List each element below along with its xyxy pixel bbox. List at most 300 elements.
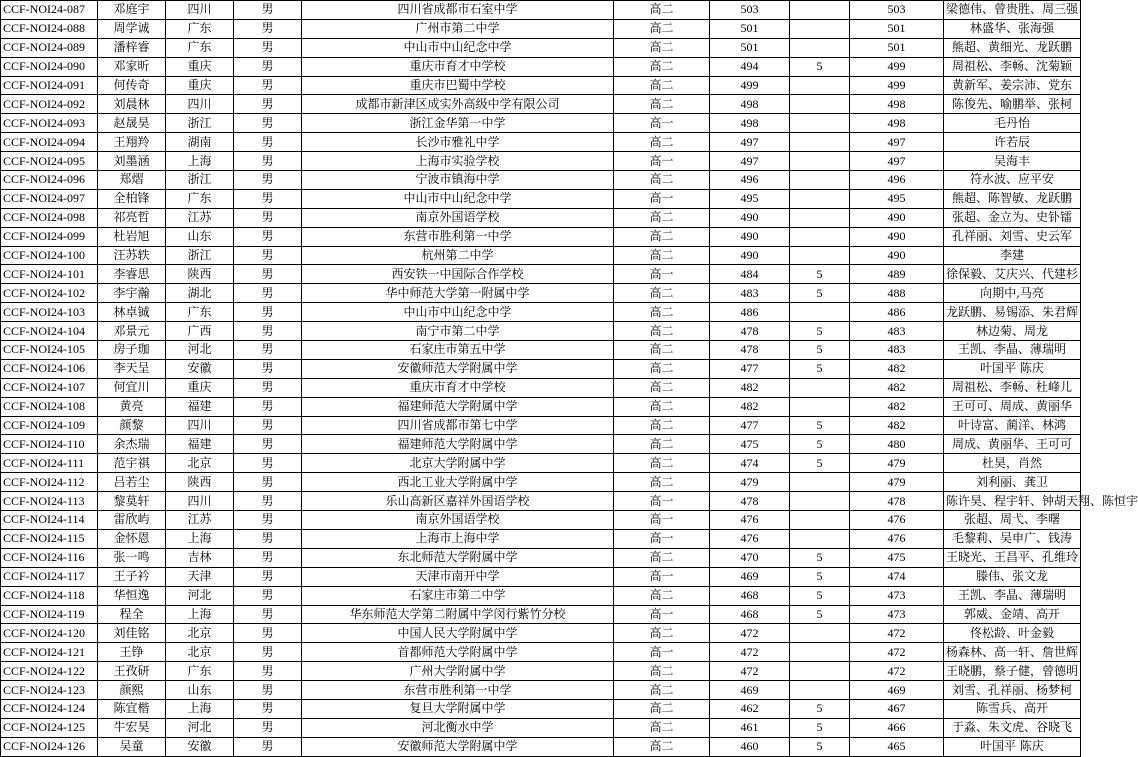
coaches-cell: 李建 xyxy=(944,246,1081,265)
gender-cell: 男 xyxy=(234,529,302,548)
school-cell: 华中师范大学第一附属中学 xyxy=(302,284,614,303)
bonus-cell: 5 xyxy=(790,605,850,624)
grade-cell: 高二 xyxy=(614,95,710,114)
province-cell: 重庆 xyxy=(166,76,234,95)
province-cell: 上海 xyxy=(166,605,234,624)
bonus-cell xyxy=(790,189,850,208)
total-score-cell: 490 xyxy=(850,227,944,246)
coaches-cell: 梁德伟、曾贵胜、周三强 xyxy=(944,1,1081,20)
contestant-id-cell: CCF-NOI24-119 xyxy=(1,605,98,624)
province-cell: 四川 xyxy=(166,95,234,114)
contestant-id-cell: CCF-NOI24-096 xyxy=(1,171,98,190)
bonus-cell: 5 xyxy=(790,699,850,718)
grade-cell: 高二 xyxy=(614,171,710,190)
bonus-cell: 5 xyxy=(790,265,850,284)
coaches-cell: 向期中,马亮 xyxy=(944,284,1081,303)
total-score-cell: 501 xyxy=(850,38,944,57)
school-cell: 中山市中山纪念中学 xyxy=(302,38,614,57)
name-cell: 黄亮 xyxy=(98,397,166,416)
bonus-cell xyxy=(790,624,850,643)
score-cell: 497 xyxy=(710,133,790,152)
name-cell: 王翔羚 xyxy=(98,133,166,152)
school-cell: 成都市新津区成实外高级中学有限公司 xyxy=(302,95,614,114)
total-score-cell: 489 xyxy=(850,265,944,284)
total-score-cell: 483 xyxy=(850,341,944,360)
gender-cell: 男 xyxy=(234,699,302,718)
table-row xyxy=(1,718,1081,737)
total-score-cell: 490 xyxy=(850,208,944,227)
score-cell: 497 xyxy=(710,152,790,171)
name-cell: 郑熠 xyxy=(98,171,166,190)
coaches-cell: 龙跃鹏、易锡添、朱君辉 xyxy=(944,303,1081,322)
coaches-cell: 许若辰 xyxy=(944,133,1081,152)
table-row xyxy=(1,567,1081,586)
school-cell: 西北工业大学附属中学 xyxy=(302,473,614,492)
grade-cell: 高二 xyxy=(614,416,710,435)
contestant-id-cell: CCF-NOI24-122 xyxy=(1,662,98,681)
gender-cell: 男 xyxy=(234,511,302,530)
total-score-cell: 469 xyxy=(850,681,944,700)
coaches-cell: 张超、周弋、李曙 xyxy=(944,511,1081,530)
school-cell: 浙江金华第一中学 xyxy=(302,114,614,133)
score-cell: 482 xyxy=(710,378,790,397)
bonus-cell: 5 xyxy=(790,435,850,454)
total-score-cell: 499 xyxy=(850,76,944,95)
total-score-cell: 490 xyxy=(850,246,944,265)
province-cell: 浙江 xyxy=(166,246,234,265)
name-cell: 邓景元 xyxy=(98,322,166,341)
school-cell: 重庆市巴蜀中学校 xyxy=(302,76,614,95)
name-cell: 王铮 xyxy=(98,643,166,662)
coaches-cell: 孔祥丽、刘雪、史云军 xyxy=(944,227,1081,246)
coaches-cell: 张超、金立为、史钋镭 xyxy=(944,208,1081,227)
name-cell: 颜熙 xyxy=(98,681,166,700)
table-row xyxy=(1,1,1081,20)
province-cell: 四川 xyxy=(166,416,234,435)
gender-cell: 男 xyxy=(234,397,302,416)
coaches-cell: 熊超、黄细光、龙跃鹏 xyxy=(944,38,1081,57)
total-score-cell: 482 xyxy=(850,359,944,378)
table-row xyxy=(1,265,1081,284)
total-score-cell: 472 xyxy=(850,643,944,662)
school-cell: 广州大学附属中学 xyxy=(302,662,614,681)
gender-cell: 男 xyxy=(234,208,302,227)
total-score-cell: 497 xyxy=(850,133,944,152)
province-cell: 广西 xyxy=(166,322,234,341)
contestant-id-cell: CCF-NOI24-091 xyxy=(1,76,98,95)
score-cell: 498 xyxy=(710,95,790,114)
coaches-cell: 周成、黄丽华、王可可 xyxy=(944,435,1081,454)
bonus-cell xyxy=(790,529,850,548)
table-row xyxy=(1,284,1081,303)
coaches-cell: 刘雪、孔祥丽、杨梦柯 xyxy=(944,681,1081,700)
contestant-id-cell: CCF-NOI24-104 xyxy=(1,322,98,341)
table-row xyxy=(1,624,1081,643)
name-cell: 雷欣屿 xyxy=(98,511,166,530)
contestant-id-cell: CCF-NOI24-107 xyxy=(1,378,98,397)
gender-cell: 男 xyxy=(234,95,302,114)
province-cell: 河北 xyxy=(166,341,234,360)
name-cell: 吕若尘 xyxy=(98,473,166,492)
table-row xyxy=(1,416,1081,435)
name-cell: 余杰瑞 xyxy=(98,435,166,454)
grade-cell: 高二 xyxy=(614,435,710,454)
total-score-cell: 501 xyxy=(850,19,944,38)
score-cell: 498 xyxy=(710,114,790,133)
grade-cell: 高二 xyxy=(614,303,710,322)
school-cell: 中国人民大学附属中学 xyxy=(302,624,614,643)
coaches-cell: 杜昊，肖然 xyxy=(944,454,1081,473)
school-cell: 重庆市育才中学校 xyxy=(302,378,614,397)
school-cell: 复旦大学附属中学 xyxy=(302,699,614,718)
coaches-cell: 杨森林、高一轩、詹世辉 xyxy=(944,643,1081,662)
coaches-cell: 林盛华、张海强 xyxy=(944,19,1081,38)
coaches-cell: 王晓光、王昌平、孔维玲 xyxy=(944,548,1081,567)
bonus-cell: 5 xyxy=(790,341,850,360)
contestant-id-cell: CCF-NOI24-115 xyxy=(1,529,98,548)
contestant-id-cell: CCF-NOI24-110 xyxy=(1,435,98,454)
table-row xyxy=(1,435,1081,454)
table-row xyxy=(1,511,1081,530)
grade-cell: 高一 xyxy=(614,567,710,586)
total-score-cell: 482 xyxy=(850,416,944,435)
coaches-cell: 陈俊先、喻鹏举、张柯 xyxy=(944,95,1081,114)
bonus-cell xyxy=(790,303,850,322)
score-cell: 469 xyxy=(710,681,790,700)
contestant-id-cell: CCF-NOI24-121 xyxy=(1,643,98,662)
school-cell: 南宁市第二中学 xyxy=(302,322,614,341)
name-cell: 牛宏昊 xyxy=(98,718,166,737)
name-cell: 杜岩旭 xyxy=(98,227,166,246)
grade-cell: 高二 xyxy=(614,681,710,700)
bonus-cell xyxy=(790,246,850,265)
score-cell: 501 xyxy=(710,38,790,57)
province-cell: 福建 xyxy=(166,397,234,416)
gender-cell: 男 xyxy=(234,227,302,246)
score-cell: 477 xyxy=(710,359,790,378)
grade-cell: 高二 xyxy=(614,57,710,76)
bonus-cell: 5 xyxy=(790,322,850,341)
score-cell: 479 xyxy=(710,473,790,492)
grade-cell: 高二 xyxy=(614,718,710,737)
contestant-id-cell: CCF-NOI24-103 xyxy=(1,303,98,322)
school-cell: 安徽师范大学附属中学 xyxy=(302,737,614,756)
province-cell: 吉林 xyxy=(166,548,234,567)
gender-cell: 男 xyxy=(234,38,302,57)
table-row xyxy=(1,586,1081,605)
coaches-cell: 刘利丽、龚卫 xyxy=(944,473,1081,492)
score-cell: 475 xyxy=(710,435,790,454)
score-cell: 472 xyxy=(710,643,790,662)
gender-cell: 男 xyxy=(234,492,302,511)
bonus-cell xyxy=(790,76,850,95)
table-row xyxy=(1,208,1081,227)
coaches-cell: 叶诗富、蔺洋、林鸿 xyxy=(944,416,1081,435)
province-cell: 安徽 xyxy=(166,737,234,756)
score-cell: 476 xyxy=(710,511,790,530)
coaches-cell: 黄新军、姜宗沛、党东 xyxy=(944,76,1081,95)
contestant-id-cell: CCF-NOI24-102 xyxy=(1,284,98,303)
contestant-id-cell: CCF-NOI24-098 xyxy=(1,208,98,227)
name-cell: 全柏锋 xyxy=(98,189,166,208)
total-score-cell: 475 xyxy=(850,548,944,567)
province-cell: 广东 xyxy=(166,662,234,681)
contestant-id-cell: CCF-NOI24-099 xyxy=(1,227,98,246)
grade-cell: 高二 xyxy=(614,322,710,341)
coaches-cell: 吴海丰 xyxy=(944,152,1081,171)
school-cell: 中山市中山纪念中学 xyxy=(302,189,614,208)
school-cell: 宁波市镇海中学 xyxy=(302,171,614,190)
school-cell: 东营市胜利第一中学 xyxy=(302,227,614,246)
name-cell: 刘墨涵 xyxy=(98,152,166,171)
total-score-cell: 479 xyxy=(850,454,944,473)
school-cell: 石家庄市第二中学 xyxy=(302,586,614,605)
table-row xyxy=(1,171,1081,190)
bonus-cell: 5 xyxy=(790,284,850,303)
total-score-cell: 482 xyxy=(850,378,944,397)
name-cell: 赵晟昊 xyxy=(98,114,166,133)
contestant-id-cell: CCF-NOI24-094 xyxy=(1,133,98,152)
contestant-id-cell: CCF-NOI24-117 xyxy=(1,567,98,586)
table-row xyxy=(1,529,1081,548)
score-cell: 468 xyxy=(710,605,790,624)
coaches-cell: 符水波、应平安 xyxy=(944,171,1081,190)
grade-cell: 高二 xyxy=(614,737,710,756)
name-cell: 李宇瀚 xyxy=(98,284,166,303)
gender-cell: 男 xyxy=(234,133,302,152)
province-cell: 重庆 xyxy=(166,378,234,397)
province-cell: 山东 xyxy=(166,227,234,246)
score-cell: 490 xyxy=(710,246,790,265)
gender-cell: 男 xyxy=(234,454,302,473)
bonus-cell xyxy=(790,1,850,20)
school-cell: 河北衡水中学 xyxy=(302,718,614,737)
contestant-id-cell: CCF-NOI24-111 xyxy=(1,454,98,473)
bonus-cell xyxy=(790,397,850,416)
coaches-cell: 王凯、李晶、薄瑞明 xyxy=(944,341,1081,360)
province-cell: 四川 xyxy=(166,492,234,511)
score-cell: 483 xyxy=(710,284,790,303)
table-row xyxy=(1,57,1081,76)
school-cell: 安徽师范大学附属中学 xyxy=(302,359,614,378)
table-row xyxy=(1,19,1081,38)
bonus-cell xyxy=(790,114,850,133)
bonus-cell: 5 xyxy=(790,548,850,567)
gender-cell: 男 xyxy=(234,548,302,567)
school-cell: 四川省成都市第七中学 xyxy=(302,416,614,435)
total-score-cell: 472 xyxy=(850,624,944,643)
bonus-cell xyxy=(790,38,850,57)
grade-cell: 高二 xyxy=(614,454,710,473)
contestant-id-cell: CCF-NOI24-101 xyxy=(1,265,98,284)
grade-cell: 高二 xyxy=(614,1,710,20)
contestant-id-cell: CCF-NOI24-108 xyxy=(1,397,98,416)
table-row xyxy=(1,95,1081,114)
gender-cell: 男 xyxy=(234,567,302,586)
grade-cell: 高二 xyxy=(614,548,710,567)
school-cell: 北京大学附属中学 xyxy=(302,454,614,473)
score-cell: 461 xyxy=(710,718,790,737)
bonus-cell xyxy=(790,208,850,227)
contestant-id-cell: CCF-NOI24-124 xyxy=(1,699,98,718)
grade-cell: 高二 xyxy=(614,341,710,360)
gender-cell: 男 xyxy=(234,171,302,190)
coaches-cell: 王可可、周成、黄丽华 xyxy=(944,397,1081,416)
gender-cell: 男 xyxy=(234,246,302,265)
school-cell: 东营市胜利第一中学 xyxy=(302,681,614,700)
table-row xyxy=(1,397,1081,416)
province-cell: 四川 xyxy=(166,1,234,20)
bonus-cell: 5 xyxy=(790,416,850,435)
table-row xyxy=(1,473,1081,492)
province-cell: 浙江 xyxy=(166,114,234,133)
province-cell: 广东 xyxy=(166,189,234,208)
gender-cell: 男 xyxy=(234,76,302,95)
table-row xyxy=(1,246,1081,265)
grade-cell: 高一 xyxy=(614,152,710,171)
province-cell: 湖南 xyxy=(166,133,234,152)
gender-cell: 男 xyxy=(234,435,302,454)
grade-cell: 高二 xyxy=(614,397,710,416)
school-cell: 杭州第二中学 xyxy=(302,246,614,265)
total-score-cell: 499 xyxy=(850,57,944,76)
grade-cell: 高二 xyxy=(614,662,710,681)
gender-cell: 男 xyxy=(234,303,302,322)
grade-cell: 高二 xyxy=(614,246,710,265)
contestant-id-cell: CCF-NOI24-126 xyxy=(1,737,98,756)
bonus-cell xyxy=(790,95,850,114)
name-cell: 程全 xyxy=(98,605,166,624)
score-cell: 478 xyxy=(710,341,790,360)
province-cell: 上海 xyxy=(166,699,234,718)
table-row xyxy=(1,76,1081,95)
contestant-id-cell: CCF-NOI24-105 xyxy=(1,341,98,360)
contestant-id-cell: CCF-NOI24-106 xyxy=(1,359,98,378)
table-row xyxy=(1,681,1081,700)
total-score-cell: 482 xyxy=(850,397,944,416)
score-cell: 490 xyxy=(710,208,790,227)
province-cell: 北京 xyxy=(166,643,234,662)
coaches-cell: 佟松龄、叶金毅 xyxy=(944,624,1081,643)
table-row xyxy=(1,378,1081,397)
total-score-cell: 483 xyxy=(850,322,944,341)
coaches-cell: 毛丹怡 xyxy=(944,114,1081,133)
coaches-cell: 于淼、朱文虎、谷晓飞 xyxy=(944,718,1081,737)
coaches-cell: 林边菊、周龙 xyxy=(944,322,1081,341)
province-cell: 江苏 xyxy=(166,208,234,227)
gender-cell: 男 xyxy=(234,359,302,378)
coaches-cell: 叶国平 陈庆 xyxy=(944,359,1081,378)
bonus-cell xyxy=(790,662,850,681)
grade-cell: 高一 xyxy=(614,189,710,208)
school-cell: 乐山高新区嘉祥外国语学校 xyxy=(302,492,614,511)
province-cell: 上海 xyxy=(166,529,234,548)
grade-cell: 高二 xyxy=(614,38,710,57)
gender-cell: 男 xyxy=(234,284,302,303)
school-cell: 南京外国语学校 xyxy=(302,511,614,530)
total-score-cell: 466 xyxy=(850,718,944,737)
contestant-id-cell: CCF-NOI24-118 xyxy=(1,586,98,605)
gender-cell: 男 xyxy=(234,378,302,397)
coaches-cell: 王凯、李晶、薄瑞明 xyxy=(944,586,1081,605)
score-cell: 468 xyxy=(710,586,790,605)
gender-cell: 男 xyxy=(234,189,302,208)
total-score-cell: 498 xyxy=(850,95,944,114)
province-cell: 河北 xyxy=(166,586,234,605)
total-score-cell: 472 xyxy=(850,662,944,681)
bonus-cell: 5 xyxy=(790,586,850,605)
table-row xyxy=(1,227,1081,246)
name-cell: 邓庭宇 xyxy=(98,1,166,20)
gender-cell: 男 xyxy=(234,152,302,171)
score-cell: 476 xyxy=(710,529,790,548)
contestant-id-cell: CCF-NOI24-092 xyxy=(1,95,98,114)
score-cell: 478 xyxy=(710,492,790,511)
gender-cell: 男 xyxy=(234,605,302,624)
name-cell: 林卓铖 xyxy=(98,303,166,322)
contestant-id-cell: CCF-NOI24-123 xyxy=(1,681,98,700)
school-cell: 上海市上海中学 xyxy=(302,529,614,548)
bonus-cell xyxy=(790,152,850,171)
gender-cell: 男 xyxy=(234,681,302,700)
grade-cell: 高二 xyxy=(614,133,710,152)
school-cell: 中山市中山纪念中学 xyxy=(302,303,614,322)
gender-cell: 男 xyxy=(234,416,302,435)
grade-cell: 高二 xyxy=(614,699,710,718)
score-cell: 477 xyxy=(710,416,790,435)
province-cell: 陕西 xyxy=(166,473,234,492)
contestant-id-cell: CCF-NOI24-109 xyxy=(1,416,98,435)
gender-cell: 男 xyxy=(234,643,302,662)
score-cell: 503 xyxy=(710,1,790,20)
table-row xyxy=(1,359,1081,378)
name-cell: 祁亮哲 xyxy=(98,208,166,227)
gender-cell: 男 xyxy=(234,19,302,38)
school-cell: 天津市南开中学 xyxy=(302,567,614,586)
grade-cell: 高一 xyxy=(614,265,710,284)
bonus-cell xyxy=(790,133,850,152)
coaches-cell: 周祖松、李畅、杜峰儿 xyxy=(944,378,1081,397)
province-cell: 天津 xyxy=(166,567,234,586)
gender-cell: 男 xyxy=(234,737,302,756)
total-score-cell: 476 xyxy=(850,511,944,530)
bonus-cell xyxy=(790,171,850,190)
table-row xyxy=(1,152,1081,171)
score-cell: 496 xyxy=(710,171,790,190)
province-cell: 广东 xyxy=(166,19,234,38)
grade-cell: 高一 xyxy=(614,529,710,548)
contestant-id-cell: CCF-NOI24-114 xyxy=(1,511,98,530)
contestant-id-cell: CCF-NOI24-087 xyxy=(1,1,98,20)
province-cell: 河北 xyxy=(166,718,234,737)
bonus-cell: 5 xyxy=(790,567,850,586)
total-score-cell: 480 xyxy=(850,435,944,454)
grade-cell: 高二 xyxy=(614,378,710,397)
score-cell: 470 xyxy=(710,548,790,567)
bonus-cell: 5 xyxy=(790,57,850,76)
table-row xyxy=(1,605,1081,624)
gender-cell: 男 xyxy=(234,1,302,20)
score-cell: 460 xyxy=(710,737,790,756)
contestant-id-cell: CCF-NOI24-097 xyxy=(1,189,98,208)
gender-cell: 男 xyxy=(234,341,302,360)
name-cell: 邓家昕 xyxy=(98,57,166,76)
province-cell: 福建 xyxy=(166,435,234,454)
name-cell: 潘梓睿 xyxy=(98,38,166,57)
table-body xyxy=(1,1,1138,757)
table-row xyxy=(1,643,1081,662)
coaches-cell: 滕伟、张文龙 xyxy=(944,567,1081,586)
